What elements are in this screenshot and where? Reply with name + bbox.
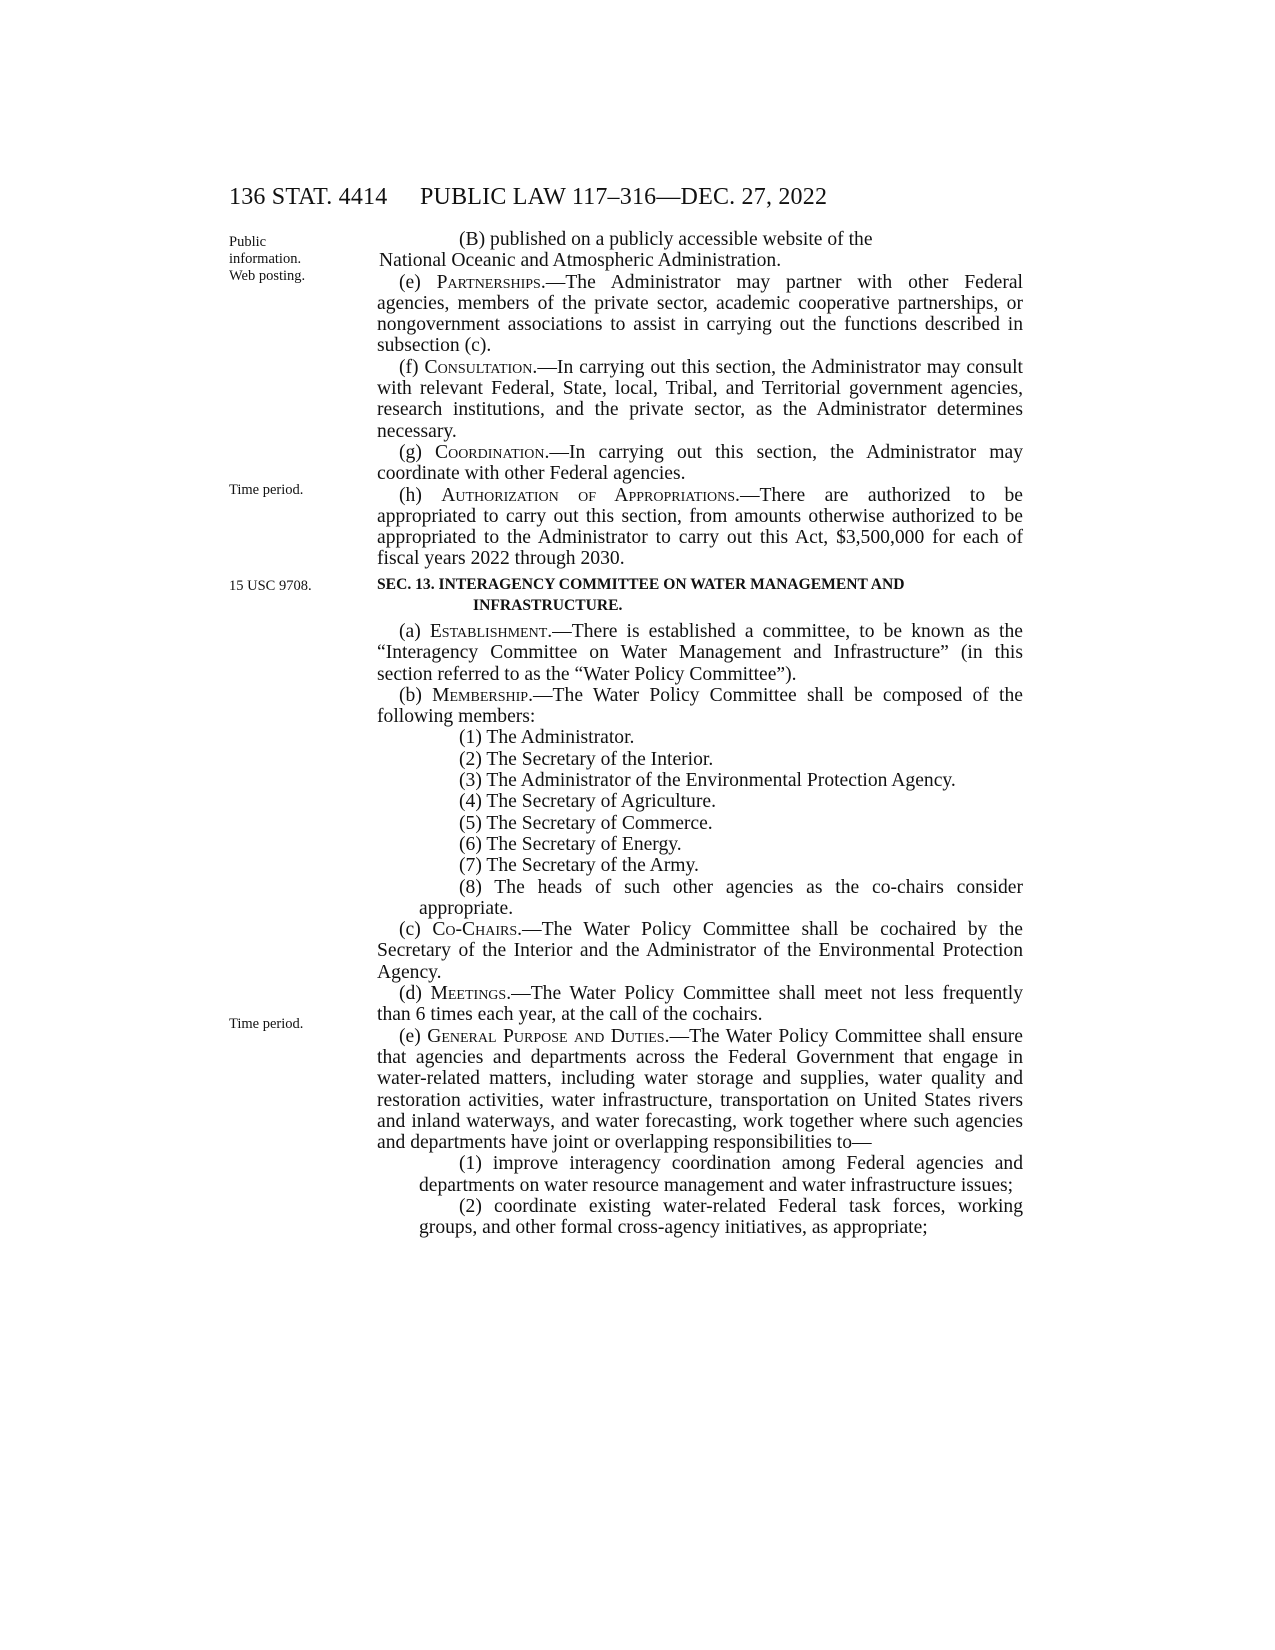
margin-note-time-period: Time period. [229, 482, 304, 498]
subsection-g-coordination [377, 442, 1023, 485]
subsection-text: .—There is established a committee, to be known as the “Interagency Committee on Water Management and Infrastructure” (in this section referred to as the “Water Policy Committee”). [377, 621, 1023, 685]
subsection-label: (d) [399, 983, 431, 1005]
margin-note-line: information. [229, 251, 302, 267]
subsection-label: (a) [399, 621, 430, 642]
subsection-heading: Consultation [424, 356, 533, 378]
subsection-text: .—The Water Policy Committee shall be composed of the following members: [377, 684, 1023, 728]
text-block-section-13 [377, 621, 1023, 1239]
subsection-label: (f) [399, 356, 425, 378]
margin-note-public-information [229, 234, 305, 285]
subsection-label: (c) [399, 919, 433, 941]
duty-item: (1) improve interagency coordination among Federal agencies and departments on water resource management and water infrastructure issues; [419, 1153, 1023, 1196]
paragraph-b-published [377, 229, 1023, 272]
subsection-e-general-purpose [377, 1026, 1023, 1154]
subsection-label: (h) [399, 484, 442, 506]
member-item: (1) The Administrator. [459, 727, 635, 749]
subsection-heading: Co-Chairs [432, 919, 518, 941]
subsection-text: .—In carrying out this section, the Administrator may coordinate with other Federal agencies. [377, 441, 1023, 485]
page-number-header: 136 STAT. 4414 [229, 184, 388, 210]
member-item: (8) The heads of such other agencies as the co-chairs consider appropriate. [419, 876, 1023, 919]
section-13-heading [377, 574, 1023, 616]
margin-note-usc-citation: 15 USC 9708. [229, 578, 312, 594]
subsection-text: .—There are authorized to be appropriated to carry out this section, from amounts otherwise authorized to be appropriated to the Administrator to carry out this Act, $3,500,000 for each of fiscal years 2022 through 2030. [377, 484, 1023, 570]
member-item: (7) The Secretary of the Army. [459, 855, 699, 877]
member-item: (5) The Secretary of Commerce. [459, 812, 713, 834]
member-item: (4) The Secretary of Agriculture. [459, 791, 716, 813]
subsection-heading: Meetings [430, 983, 507, 1005]
subsection-text: .—The Water Policy Committee shall meet not less frequently than 6 times each year, at the call of the cochairs. [377, 983, 1023, 1026]
text-block-subsections-e-to-h [377, 229, 1023, 570]
subsection-label: (e) [399, 1025, 428, 1047]
subsection-label: (b) [399, 684, 433, 706]
section-heading-line: INFRASTRUCTURE. [473, 597, 623, 614]
subsection-f-consultation [377, 357, 1023, 442]
subsection-heading: Authorization of Appropriations [441, 484, 736, 506]
subsection-text: .—In carrying out this section, the Administrator may consult with relevant Federal, State, local, Tribal, and Territorial government agencies, research institutions, and the private sector, as the Administrator determines necessary. [377, 356, 1023, 442]
subsection-e-partnerships [377, 272, 1023, 357]
subsection-c-co-chairs [377, 919, 1023, 983]
subsection-heading: Membership [432, 684, 529, 706]
subsection-heading: Partnerships [436, 271, 541, 293]
margin-note-time-period: Time period. [229, 1016, 304, 1032]
subsection-text: .—The Administrator may partner with other Federal agencies, members of the private sector, academic cooperative partnerships, or nongovernment associations to assist in carrying out the functions described in subsection (c). [377, 271, 1023, 357]
margin-note-line: Web posting. [229, 268, 306, 284]
subsection-text: .—The Water Policy Committee shall be cochaired by the Secretary of the Interior and the Administrator of the Environmental Protection Agency. [377, 919, 1023, 983]
member-item: (2) The Secretary of the Interior. [459, 748, 714, 770]
text-line: National Oceanic and Atmospheric Administration. [379, 250, 782, 272]
subsection-heading: General Purpose and Duties [427, 1025, 665, 1047]
subsection-d-meetings [377, 983, 1023, 1026]
member-item: (6) The Secretary of Energy. [459, 833, 682, 855]
duty-item: (2) coordinate existing water-related Federal task forces, working groups, and other formal cross-agency initiatives, as appropriate; [419, 1196, 1023, 1239]
margin-note-line: Public [229, 234, 267, 250]
subsection-b-membership [377, 685, 1023, 728]
text-line: (B) published on a publicly accessible website of the [459, 229, 873, 250]
subsection-heading: Establishment [429, 621, 548, 642]
public-law-header: PUBLIC LAW 117–316—DEC. 27, 2022 [420, 184, 828, 210]
subsection-label: (g) [399, 441, 436, 463]
subsection-h-authorization [377, 485, 1023, 570]
subsection-label: (e) [399, 271, 437, 293]
member-item: (3) The Administrator of the Environmental Protection Agency. [459, 770, 956, 792]
subsection-heading: Coordination [435, 441, 545, 463]
section-heading-line: SEC. 13. INTERAGENCY COMMITTEE ON WATER MANAGEMENT AND [377, 576, 905, 593]
subsection-text: .—The Water Policy Committee shall ensure that agencies and departments across the Federal Government that engage in water-related matters, including water storage and supplies, water quality and restoration activities, water infrastructure, transportation on United States rivers and inland waterways, and water forecasting, work together where such agencies and departments have joint or overlapping responsibilities to— [377, 1025, 1023, 1154]
subsection-a-establishment [377, 621, 1023, 685]
